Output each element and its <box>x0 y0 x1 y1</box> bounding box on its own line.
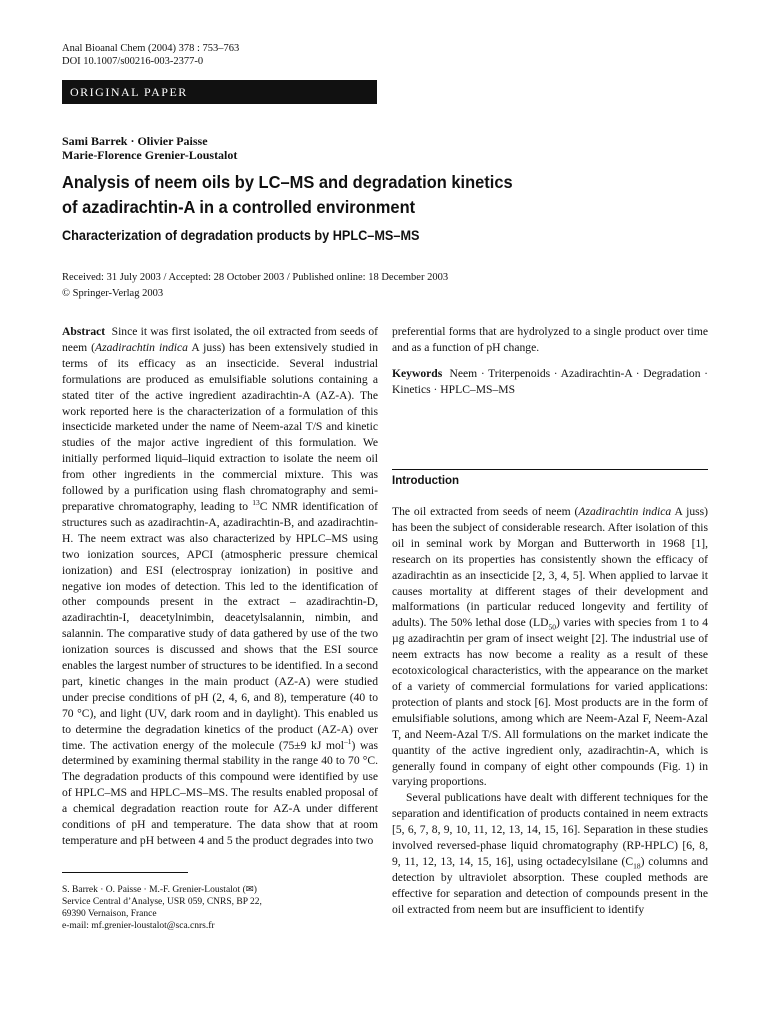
author-list <box>62 134 237 162</box>
keywords-label: Keywords <box>392 367 443 380</box>
isotope-superscript: 13 <box>252 498 260 508</box>
abstract-paragraph <box>62 324 378 849</box>
subscript: 18 <box>633 861 641 871</box>
doi-line: DOI 10.1007/s00216-003-2377-0 <box>62 56 204 67</box>
section-divider <box>392 469 708 470</box>
journal-line: Anal Bioanal Chem (2004) 378 : 753–763 <box>62 43 240 54</box>
species-name: Azadirachtin indica <box>95 340 188 354</box>
footnote-divider <box>62 872 188 873</box>
abstract-text: C NMR identification of structures such as azadirachtin-A, azadirachtin-B, and azadirachtin-H. The neem extract was also characterized by HPLC–MS using two ionization sources, APCI (atmospheric pressure chemical ionization) and ESI (electrospray ionization) in positive and negative ion modes of detection. This led to the identification of other compounds present in the extract – azadirachtin-D, azadirachtin-I, deacetylnimbin, deacetylsalannin, nimbin, and salannin. The comparative study of data gathered by use of the two ionization sources is discussed and shows that the ESI source enables the largest number of structures to be identified. In a second part, kinetic changes in the main product (AZ-A) were studied under precise conditions of pH (2, 4, 6, and 8), temperature (40 to 70 °C), and light (UV, dark room and in daylight). This enabled us to determine the degradation kinetics of the product (AZ-A) over time. The activation energy of the molecule (75±9 kJ mol <box>62 499 378 752</box>
title-line-1: Analysis of neem oils by LC–MS and degradation kinetics <box>62 172 513 192</box>
abstract-text: A juss) has been extensively studied in terms of its efficacy as an insecticide. Several industrial formulations are produced as emulsifiable solutions containing a stated titer of the active ingredient azadirachtin-A (AZ-A). The work reported here is the characterization of a formulation of this insecticide marketed under the name of Neem-azal T/S and kinetic studies of the major active ingredient of this formulation. We initially performed liquid–liquid extraction to isolate the neem oil from other ingredients in the commercial mixture. This was followed by a purification using flash chromatography and semi-preparative chromatography, leading to <box>62 340 378 513</box>
intro-text: The oil extracted from seeds of neem ( <box>392 505 579 518</box>
intro-text: ) columns and detection by ultraviolet absorption. These coupled methods are effective for separation and detection of compounds present in the oil extracted from neem but are insufficient to identify <box>392 854 709 916</box>
intro-text: A juss) has been the subject of considerable research. After isolation of this oil in seminal work by Morgan and Butterworth in 1968 [1], research on its properties has consistently shown the efficacy of azadirachtin as an insecticide [2, 3, 4, 5]. When applied to larvae it causes mortality at different stages of their development and malformations (in particular reduced longevity and fertility of adults). The 50% lethal dose (LD <box>392 505 709 630</box>
footnote-address: 69390 Vernaison, France <box>62 909 157 919</box>
paper-title <box>62 170 673 220</box>
received-dates: Received: 31 July 2003 / Accepted: 28 October 2003 / Published online: 18 December 2003 <box>62 272 449 283</box>
author-affiliation-footnote <box>62 884 262 932</box>
footnote-email[interactable]: e-mail: mf.grenier-loustalot@sca.cnrs.fr <box>62 921 215 931</box>
keywords-paragraph <box>392 366 708 398</box>
introduction-heading: Introduction <box>392 475 460 487</box>
article-type-badge: ORIGINAL PAPER <box>62 80 377 104</box>
author-line-2: Marie-Florence Grenier-Loustalot <box>62 148 238 162</box>
footnote-authors: S. Barrek · O. Paisse · M.-F. Grenier-Loustalot (✉) <box>62 885 257 895</box>
paper-subtitle: Characterization of degradation products by HPLC–MS–MS <box>62 228 420 243</box>
unit-superscript: –1 <box>344 736 352 746</box>
abstract-text: Since it was first isolated, the oil extracted from seeds of neem ( <box>62 325 378 354</box>
abstract-continuation <box>392 324 708 356</box>
keywords-block <box>392 366 708 398</box>
intro-text: Several publications have dealt with different techniques for the separation and identification of products contained in neem extracts [5, 6, 7, 8, 9, 10, 11, 12, 13, 14, 15, 16]. Separation in these studies involved reversed-phase liquid chromatography (RP-HPLC) [6, 8, 9, 11, 12, 13, 14, 15, 16], using octadecylsilane (C <box>392 791 708 868</box>
introduction-column <box>392 504 708 918</box>
abstract-text: preferential forms that are hydrolyzed to a single product over time and as a function of pH change. <box>392 325 708 354</box>
author-line-1: Sami Barrek · Olivier Paisse <box>62 134 208 148</box>
species-name: Azadirachtin indica <box>578 505 672 518</box>
abstract-text: ) was determined by examining thermal stability in the range 40 to 70 °C. The degradation products of this compound were identified by use of HPLC–MS and HPLC–MS–MS. The results enabled proposal of a chemical degradation reaction route for AZ-A under different conditions of pH and temperature. The data show that at room temperature and pH between 4 and 5 the product degrades into two <box>62 738 378 847</box>
abstract-label: Abstract <box>62 325 106 338</box>
intro-paragraph-1 <box>392 504 708 790</box>
subscript: 50 <box>548 622 556 632</box>
title-line-2: of azadirachtin-A in a controlled environment <box>62 197 416 217</box>
publication-dates <box>62 270 448 302</box>
intro-paragraph-2 <box>392 790 708 917</box>
abstract-column <box>62 324 378 849</box>
copyright-line: © Springer-Verlag 2003 <box>62 288 164 299</box>
journal-citation <box>62 42 239 68</box>
keywords-text: Neem · Triterpenoids · Azadirachtin-A · Degradation · Kinetics · HPLC–MS–MS <box>392 367 708 396</box>
footnote-institution: Service Central d’Analyse, USR 059, CNRS, BP 22, <box>62 897 262 907</box>
intro-text: ) varies with species from 1 to 4 µg azadirachtin per gram of insect weight [2]. The industrial use of neem extracts has now become a reality as a result of these ecotoxicological characteristics, with the appearance on the market of a variety of commercial formulations for varied applications: protection of plants and stock [6]. Most products are in the form of emulsifiable solutions, among which are Neem-Azal F, Neem-Azal T, and Neem-Azal T/S. All formulations on the market indicate the quantity of the active ingredient only, azadirachtin-A, which is generally found in company of eight other compounds (Fig. 1) in varying proportions. <box>392 616 708 789</box>
